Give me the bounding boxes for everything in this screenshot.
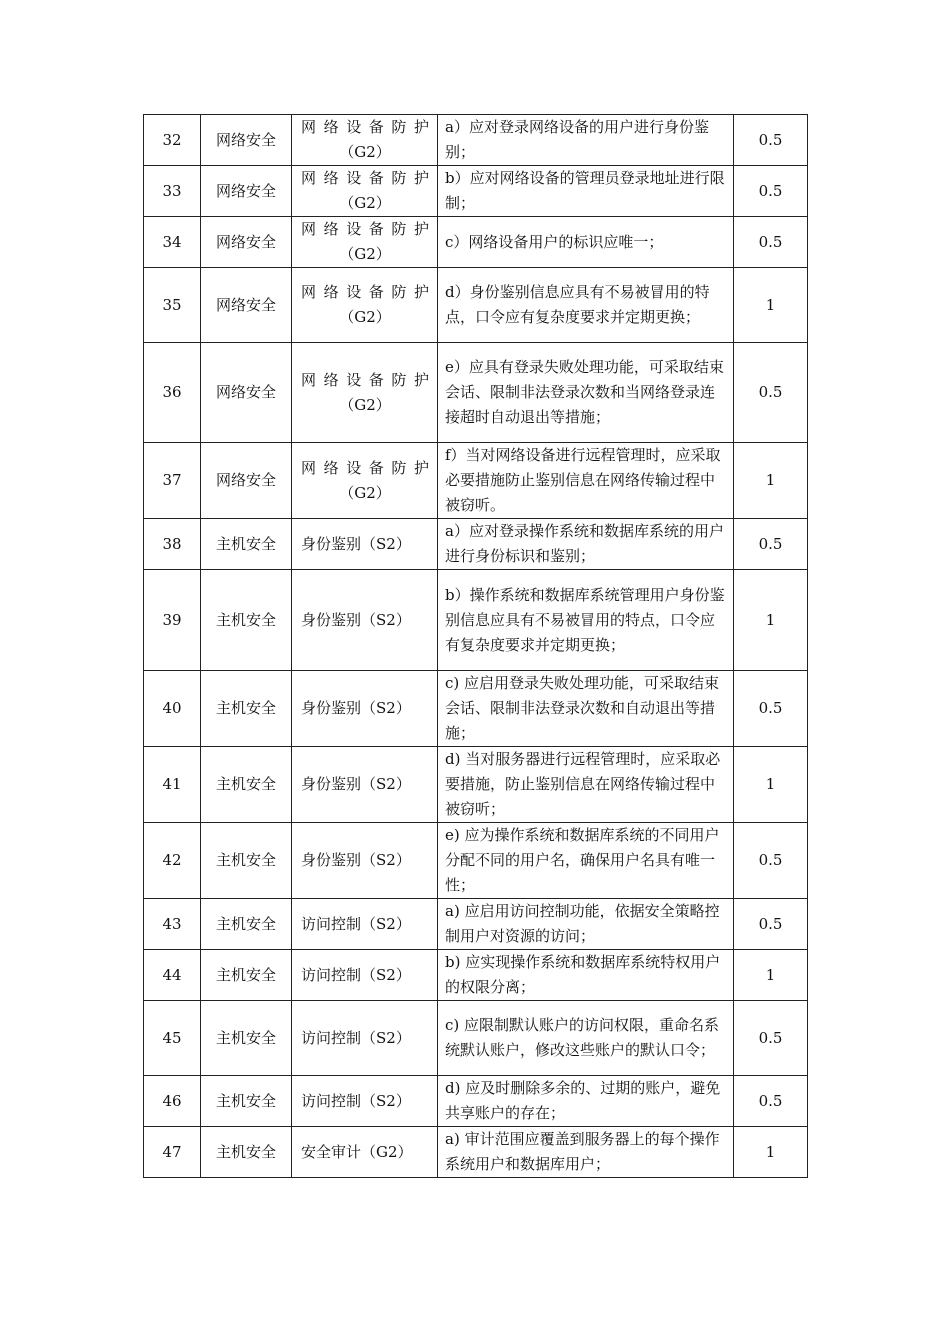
- requirement-cell: c）网络设备用户的标识应唯一；: [438, 217, 734, 268]
- category-cell: 主机安全: [201, 823, 292, 899]
- item-cell: [292, 115, 438, 166]
- row-number: 33: [144, 166, 201, 217]
- score-cell: 0.5: [734, 115, 808, 166]
- score-cell: 1: [734, 570, 808, 671]
- item-line-1: 身份鉴别（S2）: [301, 534, 411, 553]
- item-line-1: 网 络 设 备 防 护: [301, 220, 429, 238]
- item-line-2: （G2）: [339, 483, 391, 502]
- requirement-cell: a) 应启用访问控制功能，依据安全策略控制用户对资源的访问；: [438, 899, 734, 950]
- table-row: [144, 671, 808, 747]
- item-cell: [292, 166, 438, 217]
- item-line-2: （G2）: [339, 245, 391, 263]
- item-line-1: 访问控制（S2）: [301, 1091, 411, 1110]
- score-cell: 0.5: [734, 1076, 808, 1127]
- score-cell: 1: [734, 950, 808, 1001]
- item-line-1: 身份鉴别（S2）: [301, 610, 411, 629]
- score-cell: 1: [734, 1127, 808, 1178]
- table-row: [144, 343, 808, 443]
- requirement-cell: d) 应及时删除多余的、过期的账户，避免共享账户的存在；: [438, 1076, 734, 1127]
- category-cell: 网络安全: [201, 166, 292, 217]
- table-row: [144, 519, 808, 570]
- assessment-table: [143, 114, 808, 1178]
- item-cell: [292, 671, 438, 747]
- category-cell: 网络安全: [201, 343, 292, 443]
- item-line-1: 访问控制（S2）: [301, 965, 411, 984]
- score-cell: 0.5: [734, 1001, 808, 1076]
- item-line-1: 网 络 设 备 防 护: [301, 370, 429, 389]
- table-row: [144, 899, 808, 950]
- row-number: 37: [144, 443, 201, 519]
- score-cell: 1: [734, 747, 808, 823]
- item-cell: [292, 343, 438, 443]
- table-row: [144, 443, 808, 519]
- item-cell: [292, 443, 438, 519]
- item-line-1: 网 络 设 备 防 护: [301, 283, 429, 301]
- item-line-1: 网 络 设 备 防 护: [301, 169, 429, 187]
- item-line-1: 访问控制（S2）: [301, 1028, 411, 1047]
- requirement-cell: d) 当对服务器进行远程管理时，应采取必要措施，防止鉴别信息在网络传输过程中被窃听；: [438, 747, 734, 823]
- item-cell: [292, 1076, 438, 1127]
- category-cell: 网络安全: [201, 268, 292, 343]
- row-number: 47: [144, 1127, 201, 1178]
- score-cell: 0.5: [734, 671, 808, 747]
- requirement-cell: a）应对登录操作系统和数据库系统的用户进行身份标识和鉴别；: [438, 519, 734, 570]
- table-row: [144, 950, 808, 1001]
- requirement-cell: c) 应限制默认账户的访问权限，重命名系统默认账户，修改这些账户的默认口令；: [438, 1001, 734, 1076]
- row-number: 38: [144, 519, 201, 570]
- category-cell: 主机安全: [201, 899, 292, 950]
- item-line-2: （G2）: [339, 194, 391, 212]
- category-cell: 网络安全: [201, 443, 292, 519]
- score-cell: 1: [734, 443, 808, 519]
- table-row: [144, 1076, 808, 1127]
- row-number: 34: [144, 217, 201, 268]
- table-row: [144, 747, 808, 823]
- requirement-cell: e) 应为操作系统和数据库系统的不同用户分配不同的用户名，确保用户名具有唯一性；: [438, 823, 734, 899]
- score-cell: 0.5: [734, 166, 808, 217]
- score-cell: 0.5: [734, 217, 808, 268]
- item-cell: [292, 899, 438, 950]
- category-cell: 主机安全: [201, 1001, 292, 1076]
- table-row: [144, 166, 808, 217]
- table-row: [144, 217, 808, 268]
- table-row: [144, 115, 808, 166]
- row-number: 45: [144, 1001, 201, 1076]
- item-line-1: 网 络 设 备 防 护: [301, 458, 429, 477]
- item-line-2: （G2）: [339, 395, 391, 414]
- requirement-cell: c) 应启用登录失败处理功能，可采取结束会话、限制非法登录次数和自动退出等措施；: [438, 671, 734, 747]
- score-cell: 1: [734, 268, 808, 343]
- table-row: [144, 823, 808, 899]
- requirement-cell: e）应具有登录失败处理功能，可采取结束会话、限制非法登录次数和当网络登录连接超时自动退出等措施；: [438, 343, 734, 443]
- requirement-cell: d）身份鉴别信息应具有不易被冒用的特点，口令应有复杂度要求并定期更换；: [438, 268, 734, 343]
- item-cell: [292, 950, 438, 1001]
- requirement-cell: b）应对网络设备的管理员登录地址进行限制；: [438, 166, 734, 217]
- item-line-1: 身份鉴别（S2）: [301, 699, 411, 717]
- requirement-cell: b) 应实现操作系统和数据库系统特权用户的权限分离；: [438, 950, 734, 1001]
- item-cell: [292, 1001, 438, 1076]
- category-cell: 主机安全: [201, 950, 292, 1001]
- score-cell: 0.5: [734, 519, 808, 570]
- row-number: 40: [144, 671, 201, 747]
- item-line-2: （G2）: [339, 308, 391, 326]
- category-cell: 网络安全: [201, 217, 292, 268]
- category-cell: 主机安全: [201, 671, 292, 747]
- category-cell: 主机安全: [201, 570, 292, 671]
- category-cell: 主机安全: [201, 519, 292, 570]
- item-cell: [292, 570, 438, 671]
- item-line-1: 身份鉴别（S2）: [301, 851, 411, 869]
- row-number: 44: [144, 950, 201, 1001]
- row-number: 35: [144, 268, 201, 343]
- item-line-1: 访问控制（S2）: [301, 914, 411, 933]
- requirement-cell: a）应对登录网络设备的用户进行身份鉴别；: [438, 115, 734, 166]
- row-number: 36: [144, 343, 201, 443]
- item-cell: [292, 217, 438, 268]
- category-cell: 主机安全: [201, 1076, 292, 1127]
- score-cell: 0.5: [734, 343, 808, 443]
- row-number: 46: [144, 1076, 201, 1127]
- item-cell: [292, 1127, 438, 1178]
- row-number: 43: [144, 899, 201, 950]
- item-line-1: 身份鉴别（S2）: [301, 775, 411, 793]
- category-cell: 网络安全: [201, 115, 292, 166]
- table-body: [144, 115, 808, 1178]
- item-line-2: （G2）: [339, 143, 391, 161]
- requirement-cell: f）当对网络设备进行远程管理时，应采取必要措施防止鉴别信息在网络传输过程中被窃听。: [438, 443, 734, 519]
- table-row: [144, 268, 808, 343]
- requirement-cell: b）操作系统和数据库系统管理用户身份鉴别信息应具有不易被冒用的特点，口令应有复杂度要求并定期更换；: [438, 570, 734, 671]
- item-cell: [292, 519, 438, 570]
- table-row: [144, 1127, 808, 1178]
- item-line-1: 安全审计（G2）: [301, 1142, 413, 1161]
- item-cell: [292, 747, 438, 823]
- row-number: 32: [144, 115, 201, 166]
- row-number: 39: [144, 570, 201, 671]
- item-line-1: 网 络 设 备 防 护: [301, 118, 429, 136]
- score-cell: 0.5: [734, 899, 808, 950]
- row-number: 41: [144, 747, 201, 823]
- score-cell: 0.5: [734, 823, 808, 899]
- table-row: [144, 570, 808, 671]
- table-row: [144, 1001, 808, 1076]
- category-cell: 主机安全: [201, 747, 292, 823]
- requirement-cell: a) 审计范围应覆盖到服务器上的每个操作系统用户和数据库用户；: [438, 1127, 734, 1178]
- category-cell: 主机安全: [201, 1127, 292, 1178]
- row-number: 42: [144, 823, 201, 899]
- item-cell: [292, 268, 438, 343]
- item-cell: [292, 823, 438, 899]
